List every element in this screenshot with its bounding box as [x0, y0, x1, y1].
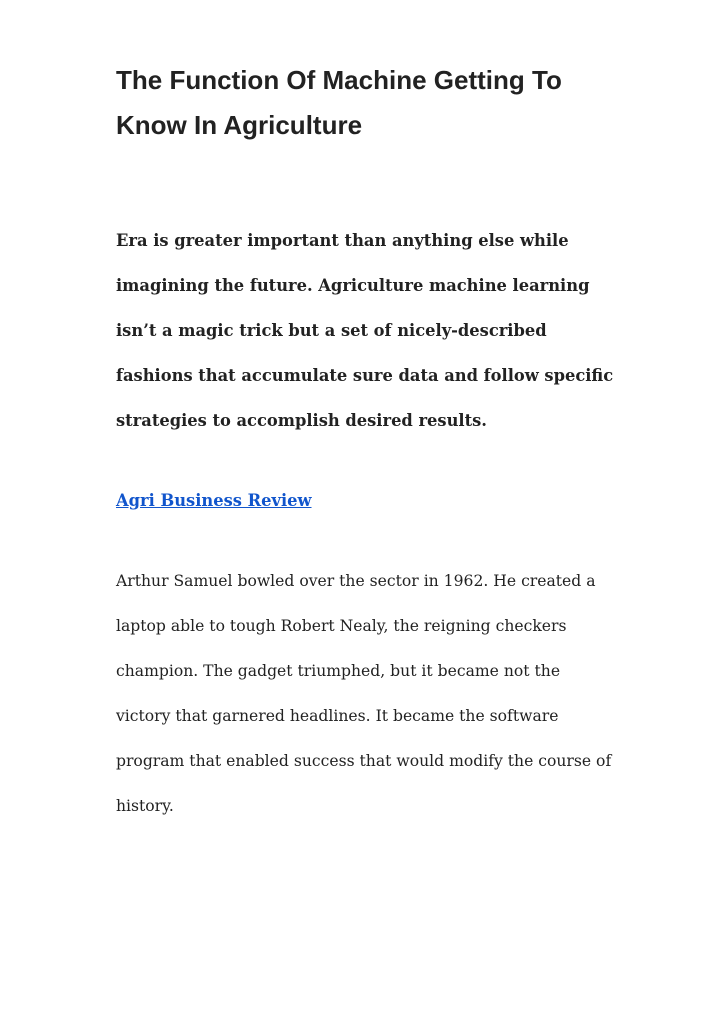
- body-paragraph: Arthur Samuel bowled over the sector in 1962. He created a laptop able to tough Robert Nealy, the reigning checkers champion. The gadget triumphed, but it became not the victory that garnered headlines. It became the software program that enabled success that would modify the course of history.: [116, 572, 612, 815]
- agri-business-review-link[interactable]: Agri Business Review: [116, 491, 312, 510]
- lead-paragraph: Era is greater important than anything else while imagining the future. Agriculture machine learning isn’t a magic trick but a set of nicely-described fashions that accumulate sure data and follow specific strategies to accomplish desired results.: [116, 231, 614, 430]
- document-title: The Function Of Machine Getting To Know In Agriculture: [116, 65, 562, 140]
